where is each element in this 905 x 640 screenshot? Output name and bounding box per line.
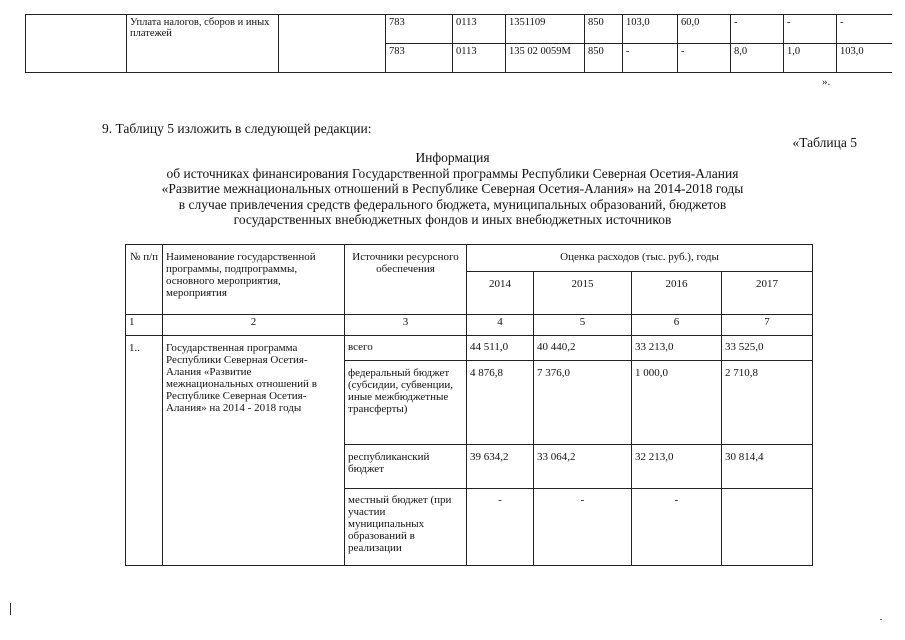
header-name: Наименование государственной программы, подпрограммы, основного мероприятия, мероприятия (163, 245, 345, 315)
table-label: «Таблица 5 (792, 135, 857, 150)
table-cell (26, 15, 127, 44)
value-cell (722, 489, 813, 566)
table-cell: 60,0 (678, 15, 731, 44)
table-cell: 103,0 (837, 44, 892, 73)
value-cell: 1 000,0 (632, 361, 722, 445)
column-number: 7 (722, 315, 813, 336)
column-numbers-row (126, 315, 813, 336)
header-year: 2017 (722, 271, 813, 314)
column-number: 3 (345, 315, 467, 336)
value-cell: 30 814,4 (722, 445, 813, 489)
table-cell (279, 44, 386, 73)
value-cell: 33 213,0 (632, 336, 722, 361)
source-label: местный бюджет (при участии муниципальных образований в реализации (345, 489, 467, 566)
table-title (0, 150, 905, 228)
value-cell: 4 876,8 (467, 361, 534, 445)
table-row (26, 15, 892, 44)
header-year: 2016 (632, 271, 722, 314)
scan-mark (880, 619, 882, 620)
table-cell (127, 44, 279, 73)
value-cell: 44 511,0 (467, 336, 534, 361)
source-label: федеральный бюджет (субсидии, субвенции, иные межбюджетные трансферты) (345, 361, 467, 445)
source-label: всего (345, 336, 467, 361)
header-estimate: Оценка расходов (тыс. руб.), годы (467, 245, 813, 272)
title-line: государственных внебюджетных фондов и иных внебюджетных источников (233, 212, 672, 227)
value-cell: 32 213,0 (632, 445, 722, 489)
table-cell: 850 (585, 44, 623, 73)
row-number: 1.. (126, 336, 163, 566)
column-number: 5 (534, 315, 632, 336)
table-cell: - (731, 15, 784, 44)
value-cell: 33 064,2 (534, 445, 632, 489)
value-cell: - (467, 489, 534, 566)
header-row (126, 245, 813, 272)
title-line: «Развитие межнациональных отношений в Республике Северная Осетия-Алания» на 2014-2018 годы (161, 181, 744, 196)
funding-sources-table (125, 244, 813, 566)
table-cell (279, 15, 386, 44)
table-cell: 850 (585, 15, 623, 44)
column-number: 1 (126, 315, 163, 336)
table-cell: 0113 (453, 44, 506, 73)
table-cell: 0113 (453, 15, 506, 44)
table-cell (26, 44, 127, 73)
header-source: Источники ресурсного обеспечения (345, 245, 467, 315)
value-cell: 33 525,0 (722, 336, 813, 361)
program-name: Государственная программа Республики Северная Осетия-Алания «Развитие межнациональных отношений в Республике Северная Осетия-Алания» на 2014 - 2018 годы (163, 336, 345, 566)
closing-quote: ». (822, 76, 831, 88)
title-line: в случае привлечения средств федерального бюджета, муниципальных образований, бюджетов (178, 196, 727, 212)
header-year: 2014 (467, 271, 534, 314)
previous-table-fragment (25, 14, 892, 73)
value-cell: 2 710,8 (722, 361, 813, 445)
table-cell: 8,0 (731, 44, 784, 73)
source-label: республиканский бюджет (345, 445, 467, 489)
column-number: 6 (632, 315, 722, 336)
table-cell: - (784, 15, 837, 44)
table-cell: 1351109 (506, 15, 585, 44)
table-row (26, 44, 892, 73)
table-cell: - (678, 44, 731, 73)
value-cell: 40 440,2 (534, 336, 632, 361)
header-num: № п/п (126, 245, 163, 315)
title-line: Информация (415, 150, 490, 165)
table-cell: 783 (386, 15, 453, 44)
table-cell: 103,0 (623, 15, 678, 44)
header-year: 2015 (534, 271, 632, 314)
value-cell: - (632, 489, 722, 566)
item-9-instruction: 9. Таблицу 5 изложить в следующей редакции: (102, 121, 372, 136)
table-row (126, 336, 813, 361)
value-cell: 39 634,2 (467, 445, 534, 489)
table-cell: - (623, 44, 678, 73)
value-cell: - (534, 489, 632, 566)
table-cell: - (837, 15, 892, 44)
scan-mark (10, 603, 11, 615)
column-number: 2 (163, 315, 345, 336)
table-cell: 783 (386, 44, 453, 73)
title-line: об источниках финансирования Государственной программы Республики Северная Осетия-Алания (166, 165, 739, 181)
expense-name-cell: Уплата налогов, сборов и иных платежей (127, 15, 279, 44)
column-number: 4 (467, 315, 534, 336)
value-cell: 7 376,0 (534, 361, 632, 445)
table-cell: 1,0 (784, 44, 837, 73)
table-cell: 135 02 0059M (506, 44, 585, 73)
